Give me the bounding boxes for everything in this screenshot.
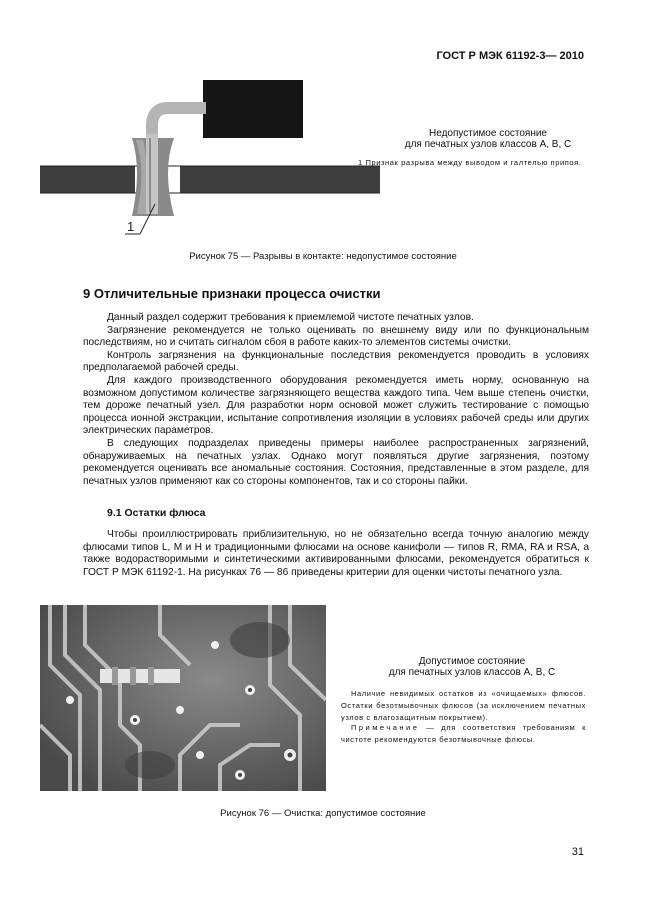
page-number: 31 — [571, 846, 584, 858]
pcb-board-right — [180, 166, 380, 193]
section9-body — [83, 312, 589, 488]
figure76-status-line1: Допустимое состояние — [418, 656, 526, 667]
callout-number: 1 — [127, 219, 135, 234]
component-body — [203, 80, 303, 138]
figure76-text: Наличие невидимых остатков из «очищаемых» флюсов. Остатки безотмывочных флюсов (за исключением печатных узлов с влагозащитным покрытием). — [341, 689, 586, 722]
pcb-board-left — [40, 166, 135, 193]
section9-paragraph: Загрязнение рекомендуется не только оценивать по внешнему виду или по функциональным последствиям, но и считать сигналом сбоя в работе каких-то элементов системы очистки. — [83, 324, 589, 349]
section9-paragraph: Контроль загрязнения на функциональные последствия рекомендуется проводить в условиях предполагаемой рабочей среды. — [83, 349, 589, 374]
section91-title: 9.1 Остатки флюса — [107, 507, 206, 519]
figure75-status-line2: для печатных узлов классов А, В, С — [404, 139, 572, 150]
section9-title: 9 Отличительные признаки процесса очистки — [83, 286, 381, 301]
document-header: ГОСТ Р МЭК 61192-3— 2010 — [436, 50, 584, 62]
figure76-status-line2: для печатных узлов классов А, В, С — [388, 667, 556, 678]
section91-paragraph: Чтобы проиллюстрировать приблизительную, но не обязательно всегда точную аналогию между флюсами типов L, M и H и традиционными флюсами на основе канифоли — типов R, RMA, RA и RSA, а также водорастворимыми и синтетическими активированными флюсами, рекомендуется обратиться к ГОСТ Р МЭК 61192-1. На рисунках 76 — 86 приведены критерии для оценки чистоты печатного узла. — [83, 529, 589, 578]
figure76-note-label: Примечание — [351, 723, 420, 732]
figure75-illustration — [40, 78, 380, 243]
section9-paragraph: Данный раздел содержит требования к приемлемой чистоте печатных узлов. — [107, 312, 474, 323]
figure75-note: 1 Признак разрыва между выводом и галтелью припоя. — [358, 158, 582, 167]
section9-paragraph: В следующих подразделах приведены примеры наиболее распространенных загрязнений, обнаруживаемых на печатных узлах. Однако могут появляться другие загрязнения, поэтому рекомендуется оценивать все аномальные состояния. Состояния, представленные в этом разделе, для печатных узлов применяют как со стороны компонентов, так и со стороны пайки. — [83, 437, 589, 487]
figure76-note — [341, 722, 586, 746]
figure76-caption: Рисунок 76 — Очистка: допустимое состояние — [220, 808, 426, 819]
section9-paragraph: Для каждого производственного оборудования рекомендуется иметь норму, основанную на возможном допустимом количестве загрязняющего вещества каждого типа. Чем выше степень очистки, тем дороже печатный узел. Для разработки норм основой может служить тестирование с помощью процесса ионной экстракции, испытание сопротивления изоляции в условиях рабочей среды или других электрических параметров. — [83, 374, 589, 437]
figure76-note-text: — для соответствия требованиям к чистоте рекомендуются безотмывочные флюсы. — [341, 723, 586, 744]
figure76-pcb-photo — [40, 605, 326, 791]
figure75-caption: Рисунок 75 — Разрывы в контакте: недопустимое состояние — [189, 251, 457, 262]
section91-body — [83, 529, 589, 579]
figure75-status-line1: Недопустимое состояние — [429, 128, 547, 139]
